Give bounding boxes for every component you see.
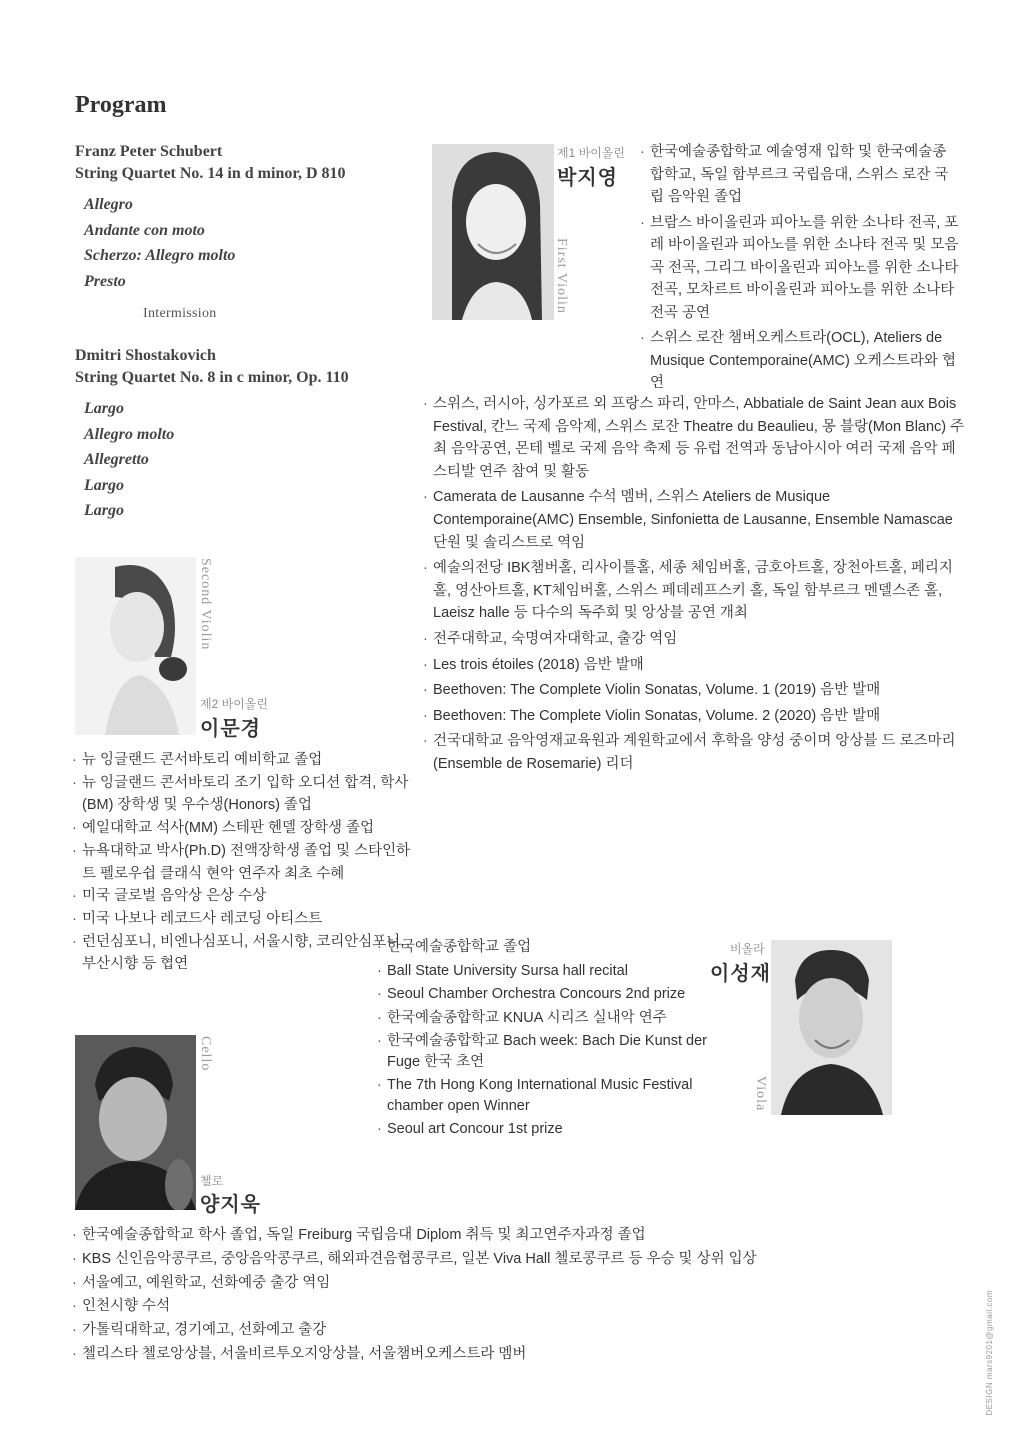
viola-role-kr: 비올라 — [730, 942, 765, 956]
list-item: · 예술의전당 IBK챔버홀, 리사이틀홀, 세종 체임버홀, 금호아트홀, 장천아트홀, 페리지홀, 영산아트홀, KT체임버홀, 스위스 페데레프스키 홀, 독일 함부르크 멘델스존 홀, Laeisz halle 등 다수의 독주회 및 앙상블 공연 개최 — [423, 557, 968, 625]
piece-2-title: String Quartet No. 8 in c minor, Op. 110 — [75, 369, 349, 386]
list-item: · 인천시향 수석 — [72, 1295, 832, 1319]
list-item: · Seoul art Concour 1st prize — [377, 1119, 717, 1139]
second-violin-role-kr: 제2 바이올린 — [200, 697, 268, 711]
program-heading: Program — [75, 92, 167, 118]
intermission-label: Intermission — [143, 306, 217, 321]
movement: Scherzo: Allegro molto — [84, 247, 236, 264]
movement: Presto — [84, 272, 126, 290]
list-item: · Ball State University Sursa hall recital — [377, 961, 717, 981]
list-item: · 미국 글로벌 음악상 은상 수상 — [72, 885, 412, 908]
list-item: · 뉴욕대학교 박사(Ph.D) 전액장학생 졸업 및 스타인하트 펠로우쉽 클래식 현악 연주자 최초 수혜 — [72, 840, 412, 885]
piece-2-composer: Dmitri Shostakovich — [75, 347, 216, 364]
list-item: · Beethoven: The Complete Violin Sonatas, Volume. 1 (2019) 음반 발매 — [423, 679, 968, 702]
list-item: · KBS 신인음악콩쿠르, 중앙음악콩쿠르, 해외파견음협콩쿠르, 일본 Viva Hall 첼로콩쿠르 등 우승 및 상위 입상 — [72, 1248, 832, 1272]
design-credit: DESIGN mars9201@gmail.com — [985, 1290, 994, 1416]
movement: Allegretto — [84, 451, 149, 468]
list-item: · 스위스, 러시아, 싱가포르 외 프랑스 파리, 안마스, Abbatiale de Saint Jean aux Bois Festival, 칸느 국제 음악제, 스위스 로잔 Theatre du Beaulieu, 몽 블랑(Mon Blanc) 주최 음악공연, 몬테 벨로 국제 음악 축제 등 유럽 전역과 동남아시아 여러 국제 음악 페스티발 연주 참여 및 활동 — [423, 393, 968, 483]
cello-role-en: Cello — [198, 1036, 213, 1072]
list-item: · 뉴 잉글랜드 콘서바토리 조기 입학 오디션 합격, 학사(BM) 장학생 및 우수생(Honors) 졸업 — [72, 772, 412, 817]
piece-1-composer: Franz Peter Schubert — [75, 143, 223, 160]
movement: Largo — [84, 502, 124, 519]
movement: Largo — [84, 400, 124, 417]
first-violin-bio-top — [640, 141, 960, 398]
movement: Allegro — [84, 196, 133, 213]
second-violin-role-en: Second Violin — [198, 558, 213, 651]
second-violin-photo — [75, 557, 196, 735]
list-item: · 스위스 로잔 챔버오케스트라(OCL), Ateliers de Musique Contemporaine(AMC) 오케스트라와 협연 — [640, 327, 960, 395]
list-item: · The 7th Hong Kong International Music Festival chamber open Winner — [377, 1075, 717, 1116]
list-item: · 한국예술종합학교 예술영재 입학 및 한국예술종합학교, 독일 함부르크 국립음대, 스위스 로잔 국립 음악원 졸업 — [640, 141, 960, 209]
list-item: · 건국대학교 음악영재교육원과 계원학교에서 후학을 양성 중이며 앙상블 드 로즈마리(Ensemble de Rosemarie) 리더 — [423, 730, 968, 775]
viola-bio — [377, 937, 717, 1143]
viola-photo — [771, 940, 892, 1115]
list-item: · 뉴 잉글랜드 콘서바토리 예비학교 졸업 — [72, 749, 412, 772]
second-violin-bio — [72, 749, 412, 976]
movement: Allegro molto — [84, 425, 175, 443]
movement: Largo — [84, 476, 124, 494]
viola-role-en: Viola — [753, 1076, 768, 1112]
list-item: · 첼리스타 첼로앙상블, 서울비르투오지앙상블, 서울챔버오케스트라 멤버 — [72, 1343, 832, 1367]
list-item: · 서울예고, 예원학교, 선화예중 출강 역임 — [72, 1272, 832, 1296]
cello-photo — [75, 1035, 196, 1210]
first-violin-name: 박지영 — [557, 167, 618, 189]
list-item: · 한국예술종합학교 Bach week: Bach Die Kunst der Fuge 한국 초연 — [377, 1031, 717, 1072]
piece-1-title: String Quartet No. 14 in d minor, D 810 — [75, 165, 346, 182]
first-violin-bio-bottom — [423, 393, 968, 779]
list-item: · 전주대학교, 숙명여자대학교, 출강 역임 — [423, 628, 968, 651]
list-item: · Seoul Chamber Orchestra Concours 2nd prize — [377, 984, 717, 1004]
first-violin-role-en: First Violin — [554, 238, 569, 314]
first-violin-role-kr: 제1 바이올린 — [557, 146, 625, 160]
viola-name: 이성재 — [710, 963, 771, 985]
list-item: · 미국 나보나 레코드사 레코딩 아티스트 — [72, 908, 412, 931]
list-item: · Camerata de Lausanne 수석 멤버, 스위스 Ateliers de Musique Contemporaine(AMC) Ensemble, Sinfonietta de Lausanne, Ensemble Namascae 단원 및 솔리스트로 역임 — [423, 486, 968, 554]
list-item: · 가톨릭대학교, 경기예고, 선화예고 출강 — [72, 1319, 832, 1343]
list-item: · Beethoven: The Complete Violin Sonatas, Volume. 2 (2020) 음반 발매 — [423, 705, 968, 728]
list-item: · 예일대학교 석사(MM) 스테판 헨델 장학생 졸업 — [72, 817, 412, 840]
movement: Andante con moto — [84, 221, 205, 239]
list-item: · 한국예술종합학교 KNUA 시리즈 실내악 연주 — [377, 1008, 717, 1028]
piece-2-movements — [84, 396, 174, 524]
first-violin-photo — [432, 144, 554, 320]
piece-1-movements — [84, 192, 235, 294]
second-violin-name: 이문경 — [200, 718, 261, 740]
list-item: · 한국예술종합학교 졸업 — [377, 937, 717, 957]
list-item: · 브람스 바이올린과 피아노를 위한 소나타 전곡, 포레 바이올린과 피아노를 위한 소나타 전곡 및 모음곡 전곡, 그리그 바이올린과 피아노를 위한 소나타 전곡, 모차르트 바이올린과 피아노를 위한 소나타 전곡 공연 — [640, 212, 960, 325]
cello-bio — [72, 1224, 832, 1367]
cello-name: 양지욱 — [200, 1194, 261, 1216]
list-item: · Les trois étoiles (2018) 음반 발매 — [423, 654, 968, 677]
list-item: · 런던심포니, 비엔나심포니, 서울시향, 코리안심포니, 부산시향 등 협연 — [72, 931, 412, 976]
list-item: · 한국예술종합학교 학사 졸업, 독일 Freiburg 국립음대 Diplom 취득 및 최고연주자과정 졸업 — [72, 1224, 832, 1248]
cello-role-kr: 첼로 — [200, 1174, 224, 1188]
